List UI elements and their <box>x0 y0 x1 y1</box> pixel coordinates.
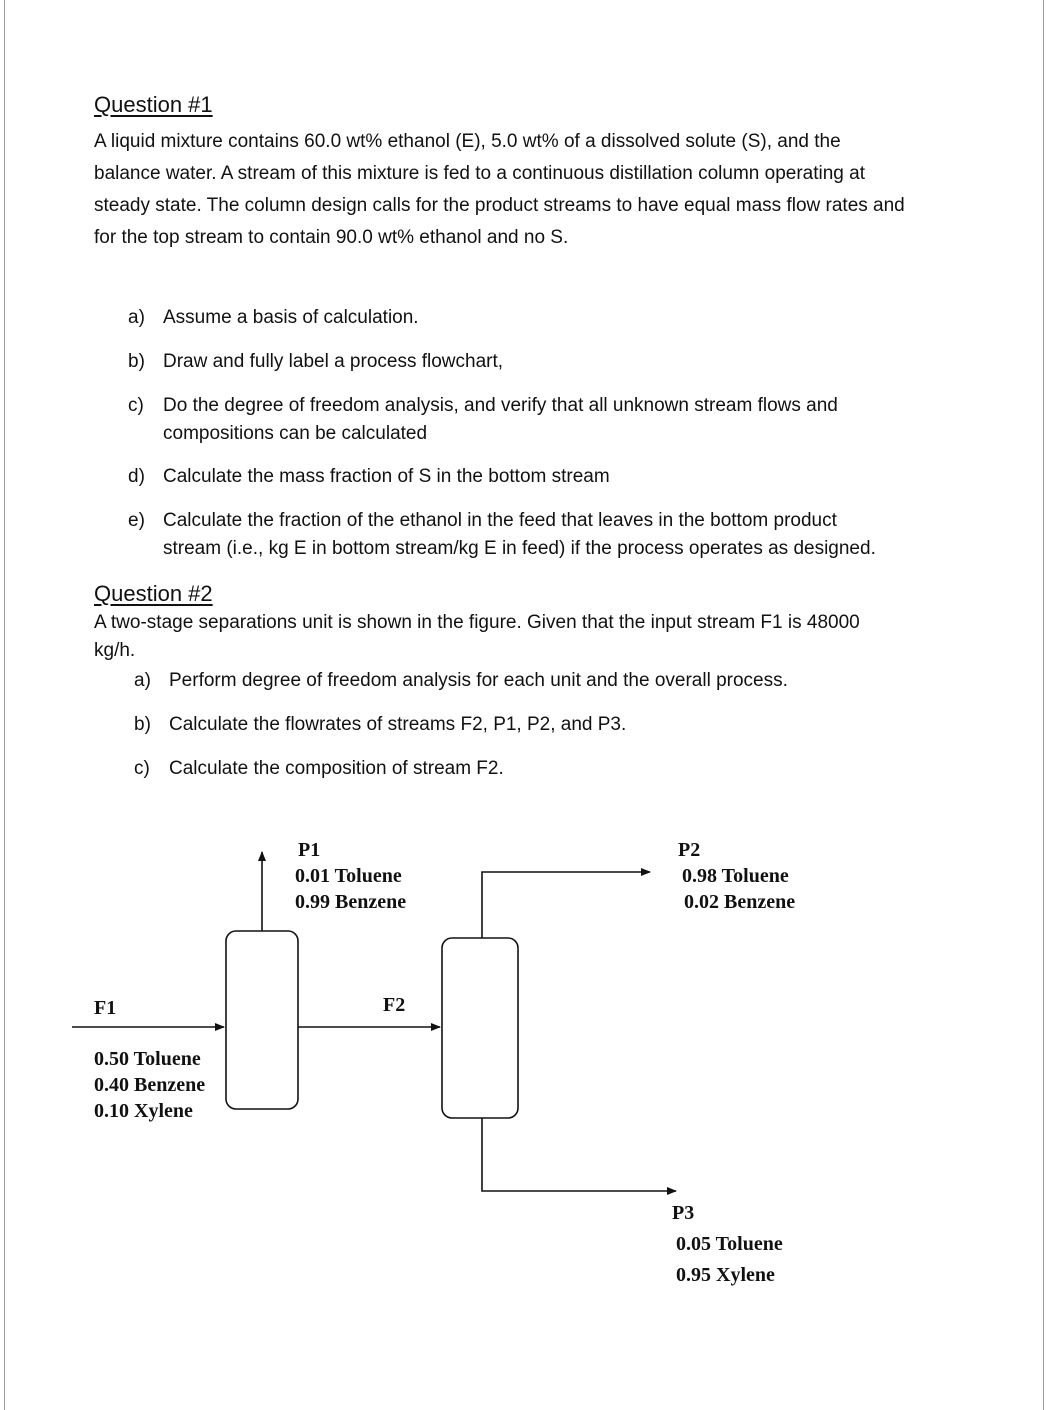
stream-p1-label: P1 <box>298 839 321 861</box>
stream-p3-label: P3 <box>672 1202 695 1224</box>
separation-unit-2 <box>442 938 518 1118</box>
list-label: b) <box>128 351 145 372</box>
list-label: e) <box>128 510 145 531</box>
question-2-title: Question #2 <box>94 581 213 606</box>
stream-f1-label: F1 <box>94 997 117 1019</box>
question-2-line: A two-stage separations unit is shown in the figure. Given that the input stream F1 is 48000 <box>94 612 860 633</box>
list-text: Do the degree of freedom analysis, and verify that all unknown stream flows and <box>163 395 838 416</box>
list-label: c) <box>134 758 150 779</box>
list-text: Calculate the composition of stream F2. <box>169 758 504 779</box>
question-1-line: A liquid mixture contains 60.0 wt% ethanol (E), 5.0 wt% of a dissolved solute (S), and the <box>94 131 841 152</box>
list-text: Calculate the mass fraction of S in the bottom stream <box>163 466 610 487</box>
question-1-title: Question #1 <box>94 92 213 117</box>
stream-p3-line <box>482 1118 676 1191</box>
stream-p2-label: P2 <box>678 839 701 861</box>
p2-composition-toluene: 0.98 Toluene <box>682 865 789 887</box>
list-text: compositions can be calculated <box>163 423 428 444</box>
list-text: Draw and fully label a process flowchart, <box>163 351 504 372</box>
p3-composition-xylene: 0.95 Xylene <box>676 1264 775 1286</box>
p2-composition-benzene: 0.02 Benzene <box>684 891 796 913</box>
list-text: stream (i.e., kg E in bottom stream/kg E in feed) if the process operates as designed. <box>163 538 876 559</box>
question-1-line: balance water. A stream of this mixture is fed to a continuous distillation column operating at <box>94 163 865 184</box>
list-text: Assume a basis of calculation. <box>163 307 419 328</box>
list-text: Calculate the fraction of the ethanol in the feed that leaves in the bottom product <box>163 510 837 531</box>
list-label: d) <box>128 466 145 487</box>
list-text: Perform degree of freedom analysis for each unit and the overall process. <box>169 670 788 691</box>
separation-unit-1 <box>226 931 298 1109</box>
list-label: a) <box>128 307 145 328</box>
stream-f2-label: F2 <box>383 994 406 1016</box>
question-1-line: steady state. The column design calls for the product streams to have equal mass flow rates and <box>94 195 905 216</box>
f1-composition-benzene: 0.40 Benzene <box>94 1074 206 1096</box>
f1-composition-xylene: 0.10 Xylene <box>94 1100 193 1122</box>
list-label: c) <box>128 395 144 416</box>
question-2-line: kg/h. <box>94 640 136 661</box>
list-label: a) <box>134 670 151 691</box>
stream-p2-line <box>482 872 650 938</box>
p1-composition-benzene: 0.99 Benzene <box>295 891 407 913</box>
p1-composition-toluene: 0.01 Toluene <box>295 865 402 887</box>
question-1-line: for the top stream to contain 90.0 wt% ethanol and no S. <box>94 227 569 248</box>
p3-composition-toluene: 0.05 Toluene <box>676 1233 783 1255</box>
f1-composition-toluene: 0.50 Toluene <box>94 1048 201 1070</box>
list-label: b) <box>134 714 151 735</box>
list-text: Calculate the flowrates of streams F2, P1, P2, and P3. <box>169 714 627 735</box>
